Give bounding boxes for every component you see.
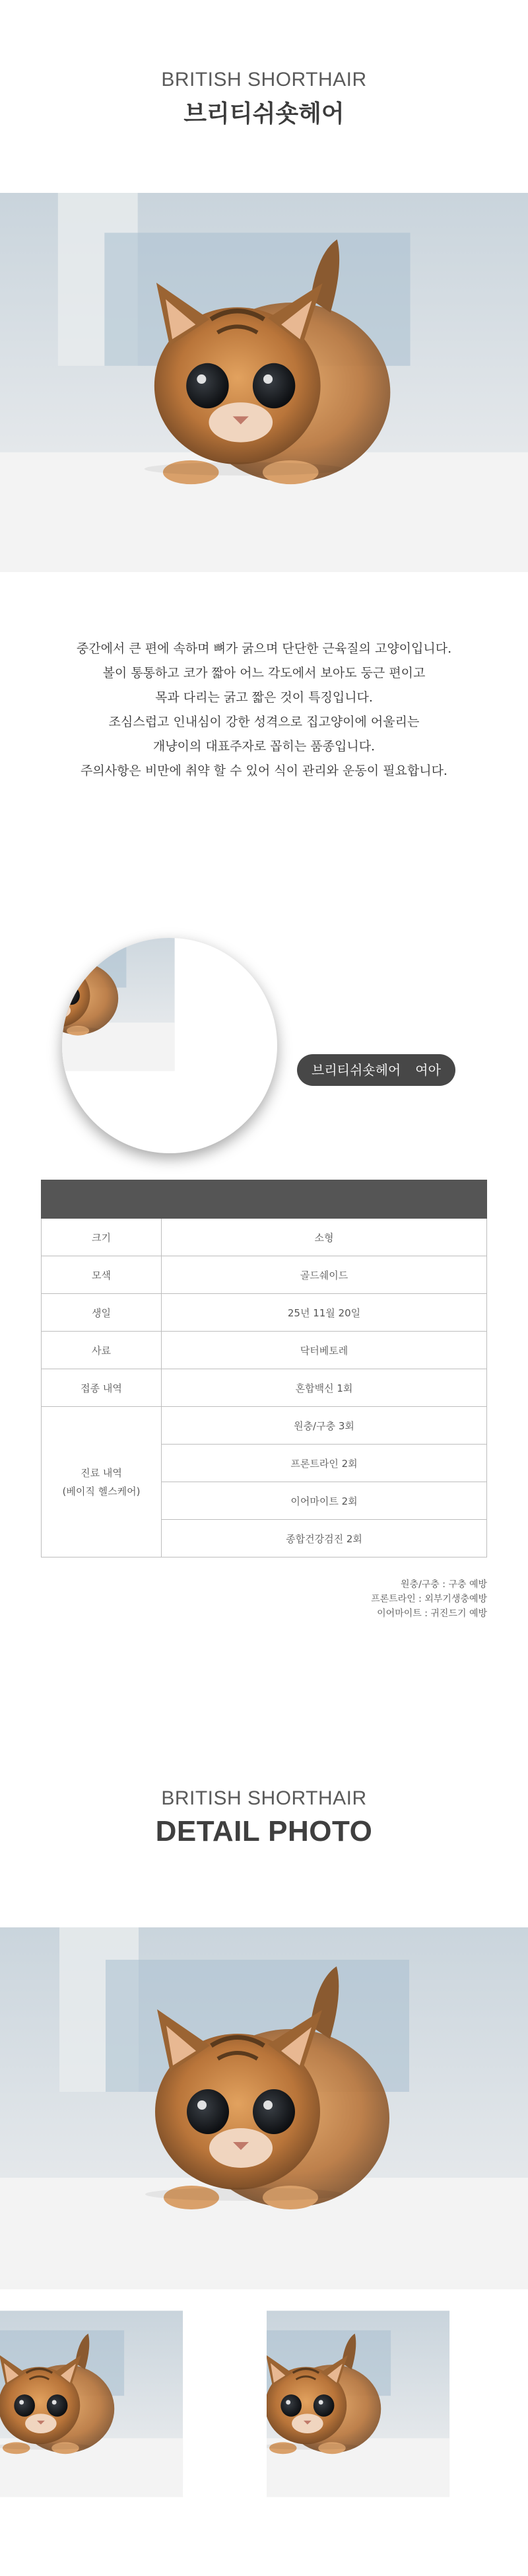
description-line: 조심스럽고 인내심이 강한 성격으로 집고양이에 어울리는 bbox=[108, 715, 420, 729]
description-line: 중간에서 큰 편에 속하며 뼈가 굵으며 단단한 근육질의 고양이입니다. bbox=[76, 641, 452, 656]
intro-header bbox=[0, 69, 528, 129]
detail-photo-left bbox=[0, 2295, 261, 2576]
row-key: 크기 bbox=[42, 1219, 162, 1256]
table-row bbox=[42, 1407, 487, 1445]
row-key: 모색 bbox=[42, 1256, 162, 1294]
breed-description bbox=[0, 637, 528, 783]
treatment-key-label: 진료 내역 bbox=[81, 1466, 122, 1479]
treatment-item: 프론트라인 2회 bbox=[162, 1445, 487, 1482]
row-key: 생일 bbox=[42, 1294, 162, 1332]
description-line: 목과 다리는 굵고 짧은 것이 특징입니다. bbox=[155, 690, 373, 705]
detail-eyebrow: BRITISH SHORTHAIR bbox=[161, 1787, 367, 1809]
hero-photo bbox=[0, 193, 528, 572]
row-key: 사료 bbox=[42, 1332, 162, 1369]
detail-header bbox=[0, 1787, 528, 1848]
table-header-row bbox=[42, 1180, 487, 1219]
table-row bbox=[42, 1332, 487, 1369]
description-line: 주의사항은 비만에 취약 할 수 있어 식이 관리와 운동이 필요합니다. bbox=[81, 764, 447, 778]
detail-photo-large bbox=[0, 1927, 528, 2289]
treatment-item: 원충/구충 3회 bbox=[162, 1407, 487, 1445]
row-value: 25년 11월 20일 bbox=[162, 1294, 487, 1332]
profile-badge bbox=[297, 1054, 455, 1086]
table-row bbox=[42, 1294, 487, 1332]
breed-eyebrow: BRITISH SHORTHAIR bbox=[161, 69, 367, 90]
note-line: 프론트라인 : 외부기생충예방 bbox=[371, 1594, 487, 1604]
treatment-key bbox=[42, 1407, 162, 1557]
row-value: 혼합백신 1회 bbox=[162, 1369, 487, 1407]
profile-photo bbox=[62, 938, 277, 1153]
breed-title: 브리티쉬숏헤어 bbox=[183, 100, 345, 127]
table-row bbox=[42, 1219, 487, 1256]
profile-gender: 여아 bbox=[415, 1062, 441, 1078]
treatment-item: 이어마이트 2회 bbox=[162, 1482, 487, 1520]
table-row bbox=[42, 1256, 487, 1294]
treatment-item: 종합건강검진 2회 bbox=[162, 1520, 487, 1557]
row-value: 닥터베토레 bbox=[162, 1332, 487, 1369]
row-key: 접종 내역 bbox=[42, 1369, 162, 1407]
row-value: 골드쉐이드 bbox=[162, 1256, 487, 1294]
info-table bbox=[41, 1180, 487, 1557]
profile-breed: 브리티쉬숏헤어 bbox=[312, 1062, 401, 1078]
description-line: 개냥이의 대표주자로 꼽히는 품종입니다. bbox=[152, 739, 376, 754]
note-line: 원충/구충 : 구충 예방 bbox=[401, 1579, 487, 1590]
row-value: 소형 bbox=[162, 1219, 487, 1256]
detail-title: DETAIL PHOTO bbox=[155, 1815, 373, 1847]
treatment-key-sub: (베이직 헬스케어) bbox=[62, 1485, 141, 1497]
description-line: 볼이 통통하고 코가 짧아 어느 각도에서 보아도 둥근 편이고 bbox=[102, 666, 426, 680]
detail-photo-right bbox=[267, 2295, 528, 2576]
table-row bbox=[42, 1369, 487, 1407]
note-line: 이어마이트 : 귀진드기 예방 bbox=[377, 1608, 487, 1619]
treatment-notes bbox=[371, 1577, 487, 1621]
